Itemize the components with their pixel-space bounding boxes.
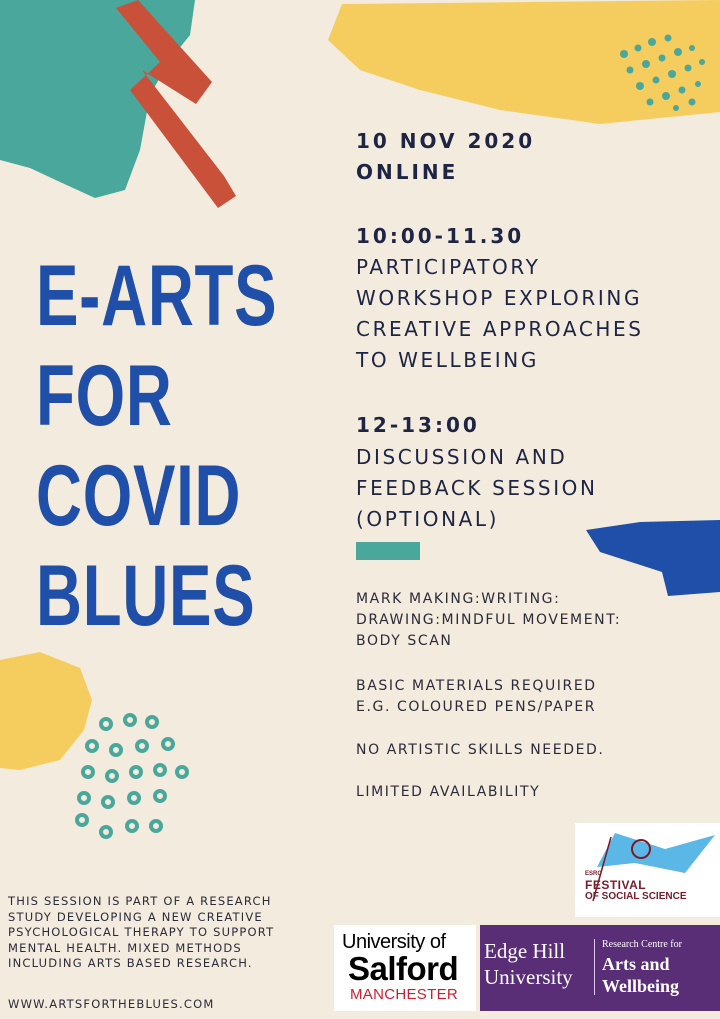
research-line-5: INCLUDING ARTS BASED RESEARCH. [8,956,253,971]
edgehill-line-2: University [484,965,573,989]
materials-line-1: BASIC MATERIALS REQUIRED [356,678,597,694]
title-line-1: E-ARTS [36,248,278,344]
session2-line-2: FEEDBACK SESSION [356,476,598,500]
research-line-4: MENTAL HEALTH. MIXED METHODS [8,940,242,955]
esrc-festival-logo [575,823,720,917]
session1-description [356,252,644,376]
research-note [8,894,274,972]
teal-dots-bottom [77,715,187,837]
event-venue: ONLINE [356,160,459,184]
session2-time: 12-13:00 [356,413,480,437]
research-line-1: THIS SESSION IS PART OF A RESEARCH [8,894,272,908]
activities-line-3: BODY SCAN [356,633,453,649]
availability-note: LIMITED AVAILABILITY [356,784,541,800]
research-line-2: STUDY DEVELOPING A NEW CREATIVE [8,909,263,924]
esrc-festival-text: FESTIVAL [585,878,647,892]
session2-description [356,442,598,535]
research-line-3: PSYCHOLOGICAL THERAPY TO SUPPORT [8,925,275,940]
wellbeing-text: Wellbeing [602,976,680,996]
salford-line-1: University of [342,931,446,953]
university-of-salford-logo [334,925,476,1011]
activities-line-1: MARK MAKING:WRITING: [356,591,561,607]
title-line-2: FOR [36,348,173,444]
edgehill-line-1: Edge Hill [484,939,566,963]
esrc-social-science-text: OF SOCIAL SCIENCE [585,891,687,902]
esrc-flag-icon [575,823,720,917]
skills-note: NO ARTISTIC SKILLS NEEDED. [356,742,605,758]
research-centre-label: Research Centre for [602,939,682,950]
session1-time: 10:00-11.30 [356,224,525,248]
arts-and-text: Arts and [602,954,670,974]
esrc-label: ESRC [585,871,602,877]
blue-brush-stroke [586,520,720,596]
event-date: 10 NOV 2020 [356,129,536,153]
salford-line-2: Salford [348,950,459,987]
session1-line-3: CREATIVE APPROACHES [356,317,644,341]
session1-line-4: TO WELLBEING [356,348,539,372]
title-line-4: BLUES [36,548,256,644]
activities-list [356,589,621,652]
activities-line-2: DRAWING:MINDFUL MOVEMENT: [356,612,622,628]
materials-note [356,676,597,718]
teal-brush-stroke [0,0,195,198]
yellow-brush-stroke-left [0,652,92,770]
event-title [36,246,277,646]
session1-line-1: PARTICIPATORY [356,255,541,279]
salford-line-3: MANCHESTER [350,986,459,1003]
session2-line-3: (OPTIONAL) [356,507,500,531]
edge-hill-university-logo [480,925,720,1011]
yellow-brush-stroke-top [328,0,720,124]
logo-divider [594,939,595,995]
session1-line-2: WORKSHOP EXPLORING [356,286,643,310]
materials-line-2: E.G. COLOURED PENS/PAPER [356,699,597,715]
website-link[interactable]: WWW.ARTSFORTHEBLUES.COM [8,997,215,1011]
title-line-3: COVID [36,448,242,544]
teal-divider-bar [356,542,420,560]
session2-line-1: DISCUSSION AND [356,445,568,469]
